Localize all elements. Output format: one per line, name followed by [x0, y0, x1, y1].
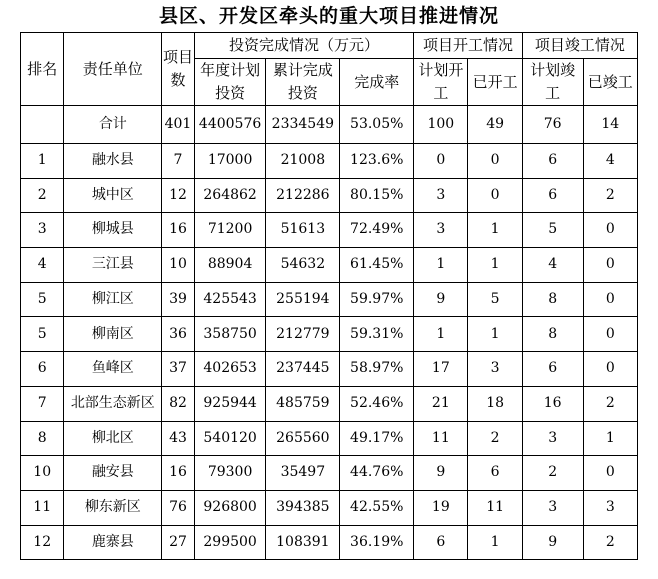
project-progress-table — [20, 32, 638, 560]
cell-cumulative: 108391 — [266, 525, 340, 560]
cell-annual-plan: 299500 — [194, 525, 266, 560]
cell-started: 1 — [468, 213, 522, 248]
cell-count: 27 — [162, 525, 195, 560]
total-label: 合计 — [64, 106, 162, 144]
cell-rank: 3 — [21, 213, 64, 248]
cell-planned-complete: 6 — [522, 352, 583, 387]
cell-cumulative: 54632 — [266, 248, 340, 283]
cell-unit: 鱼峰区 — [64, 352, 162, 387]
cell-started: 11 — [468, 490, 522, 525]
header-annual-plan: 年度计划投资 — [194, 59, 266, 106]
cell-completed: 0 — [583, 282, 637, 317]
cell-count: 12 — [162, 178, 195, 213]
header-started: 已开工 — [468, 59, 522, 106]
cell-completed: 2 — [583, 525, 637, 560]
cell-planned-start: 9 — [414, 456, 468, 491]
total-rate: 53.05% — [340, 106, 414, 144]
cell-cumulative: 265560 — [266, 421, 340, 456]
total-planned-complete: 76 — [522, 106, 583, 144]
cell-completed: 2 — [583, 178, 637, 213]
header-start-group: 项目开工情况 — [414, 33, 523, 59]
cell-planned-start: 21 — [414, 386, 468, 421]
cell-cumulative: 485759 — [266, 386, 340, 421]
cell-rate: 59.31% — [340, 317, 414, 352]
header-investment-group: 投资完成情况（万元） — [194, 33, 413, 59]
total-planned-start: 100 — [414, 106, 468, 144]
cell-started: 5 — [468, 282, 522, 317]
table-row — [21, 525, 638, 560]
cell-cumulative: 212286 — [266, 178, 340, 213]
total-row — [21, 106, 638, 144]
cell-cumulative: 212779 — [266, 317, 340, 352]
cell-planned-complete: 16 — [522, 386, 583, 421]
cell-planned-start: 0 — [414, 144, 468, 179]
table-row — [21, 282, 638, 317]
cell-planned-complete: 2 — [522, 456, 583, 491]
cell-rate: 42.55% — [340, 490, 414, 525]
header-rate: 完成率 — [340, 59, 414, 106]
cell-completed: 4 — [583, 144, 637, 179]
cell-rank: 10 — [21, 456, 64, 491]
cell-completed: 0 — [583, 213, 637, 248]
table-row — [21, 248, 638, 283]
cell-unit: 融安县 — [64, 456, 162, 491]
cell-cumulative: 237445 — [266, 352, 340, 387]
cell-completed: 3 — [583, 490, 637, 525]
cell-started: 6 — [468, 456, 522, 491]
cell-completed: 2 — [583, 386, 637, 421]
header-unit: 责任单位 — [64, 33, 162, 106]
cell-rank: 5 — [21, 282, 64, 317]
cell-annual-plan: 425543 — [194, 282, 266, 317]
cell-started: 18 — [468, 386, 522, 421]
cell-started: 1 — [468, 525, 522, 560]
cell-unit: 柳东新区 — [64, 490, 162, 525]
header-completed: 已竣工 — [583, 59, 637, 106]
cell-rate: 72.49% — [340, 213, 414, 248]
cell-planned-complete: 4 — [522, 248, 583, 283]
total-rank-cell — [21, 106, 64, 144]
table-row — [21, 144, 638, 179]
cell-completed: 0 — [583, 456, 637, 491]
cell-rank: 11 — [21, 490, 64, 525]
cell-annual-plan: 88904 — [194, 248, 266, 283]
cell-unit: 柳南区 — [64, 317, 162, 352]
cell-rate: 36.19% — [340, 525, 414, 560]
cell-planned-complete: 8 — [522, 282, 583, 317]
cell-rate: 80.15% — [340, 178, 414, 213]
cell-completed: 0 — [583, 248, 637, 283]
cell-annual-plan: 264862 — [194, 178, 266, 213]
cell-rate: 123.6% — [340, 144, 414, 179]
cell-cumulative: 255194 — [266, 282, 340, 317]
cell-planned-start: 3 — [414, 213, 468, 248]
cell-unit: 融水县 — [64, 144, 162, 179]
header-complete-group: 项目竣工情况 — [522, 33, 637, 59]
cell-planned-complete: 3 — [522, 421, 583, 456]
cell-started: 0 — [468, 178, 522, 213]
cell-count: 43 — [162, 421, 195, 456]
cell-planned-start: 1 — [414, 317, 468, 352]
cell-completed: 0 — [583, 352, 637, 387]
cell-count: 82 — [162, 386, 195, 421]
cell-rate: 61.45% — [340, 248, 414, 283]
cell-planned-start: 19 — [414, 490, 468, 525]
cell-unit: 城中区 — [64, 178, 162, 213]
cell-planned-complete: 8 — [522, 317, 583, 352]
cell-started: 1 — [468, 248, 522, 283]
cell-planned-start: 17 — [414, 352, 468, 387]
table-row — [21, 352, 638, 387]
table-row — [21, 456, 638, 491]
cell-count: 39 — [162, 282, 195, 317]
cell-rate: 49.17% — [340, 421, 414, 456]
cell-rank: 6 — [21, 352, 64, 387]
cell-annual-plan: 540120 — [194, 421, 266, 456]
cell-count: 10 — [162, 248, 195, 283]
cell-count: 7 — [162, 144, 195, 179]
cell-rank: 2 — [21, 178, 64, 213]
cell-planned-complete: 5 — [522, 213, 583, 248]
cell-started: 2 — [468, 421, 522, 456]
cell-unit: 柳城县 — [64, 213, 162, 248]
cell-annual-plan: 926800 — [194, 490, 266, 525]
cell-rank: 1 — [21, 144, 64, 179]
cell-rank: 4 — [21, 248, 64, 283]
cell-unit: 鹿寨县 — [64, 525, 162, 560]
cell-cumulative: 21008 — [266, 144, 340, 179]
cell-completed: 1 — [583, 421, 637, 456]
cell-started: 0 — [468, 144, 522, 179]
cell-unit: 北部生态新区 — [64, 386, 162, 421]
page-title: 县区、开发区牵头的重大项目推进情况 — [158, 5, 499, 27]
table-row — [21, 213, 638, 248]
cell-planned-complete: 9 — [522, 525, 583, 560]
total-started: 49 — [468, 106, 522, 144]
cell-unit: 柳江区 — [64, 282, 162, 317]
total-cumulative: 2334549 — [266, 106, 340, 144]
cell-started: 1 — [468, 317, 522, 352]
header-rank: 排名 — [21, 33, 64, 106]
cell-count: 16 — [162, 456, 195, 491]
header-planned-complete: 计划竣工 — [522, 59, 583, 106]
header-cumulative: 累计完成投资 — [266, 59, 340, 106]
table-row — [21, 421, 638, 456]
cell-annual-plan: 358750 — [194, 317, 266, 352]
cell-annual-plan: 925944 — [194, 386, 266, 421]
table-row — [21, 317, 638, 352]
total-annual-plan: 4400576 — [194, 106, 266, 144]
total-completed: 14 — [583, 106, 637, 144]
cell-rank: 7 — [21, 386, 64, 421]
cell-rank: 8 — [21, 421, 64, 456]
cell-count: 37 — [162, 352, 195, 387]
cell-planned-start: 11 — [414, 421, 468, 456]
cell-annual-plan: 17000 — [194, 144, 266, 179]
cell-rate: 44.76% — [340, 456, 414, 491]
cell-rate: 52.46% — [340, 386, 414, 421]
cell-unit: 三江县 — [64, 248, 162, 283]
cell-planned-start: 6 — [414, 525, 468, 560]
cell-rate: 58.97% — [340, 352, 414, 387]
cell-planned-complete: 3 — [522, 490, 583, 525]
table-row — [21, 490, 638, 525]
cell-planned-complete: 6 — [522, 144, 583, 179]
cell-rank: 5 — [21, 317, 64, 352]
cell-annual-plan: 79300 — [194, 456, 266, 491]
cell-unit: 柳北区 — [64, 421, 162, 456]
cell-rank: 12 — [21, 525, 64, 560]
header-planned-start: 计划开工 — [414, 59, 468, 106]
cell-count: 16 — [162, 213, 195, 248]
cell-annual-plan: 402653 — [194, 352, 266, 387]
cell-count: 36 — [162, 317, 195, 352]
cell-cumulative: 51613 — [266, 213, 340, 248]
cell-cumulative: 35497 — [266, 456, 340, 491]
cell-annual-plan: 71200 — [194, 213, 266, 248]
total-count: 401 — [162, 106, 195, 144]
table-row — [21, 178, 638, 213]
cell-planned-complete: 6 — [522, 178, 583, 213]
cell-planned-start: 9 — [414, 282, 468, 317]
table-row — [21, 386, 638, 421]
cell-planned-start: 3 — [414, 178, 468, 213]
cell-rate: 59.97% — [340, 282, 414, 317]
cell-cumulative: 394385 — [266, 490, 340, 525]
cell-planned-start: 1 — [414, 248, 468, 283]
header-count: 项目数 — [162, 33, 195, 106]
cell-count: 76 — [162, 490, 195, 525]
cell-completed: 0 — [583, 317, 637, 352]
cell-started: 3 — [468, 352, 522, 387]
